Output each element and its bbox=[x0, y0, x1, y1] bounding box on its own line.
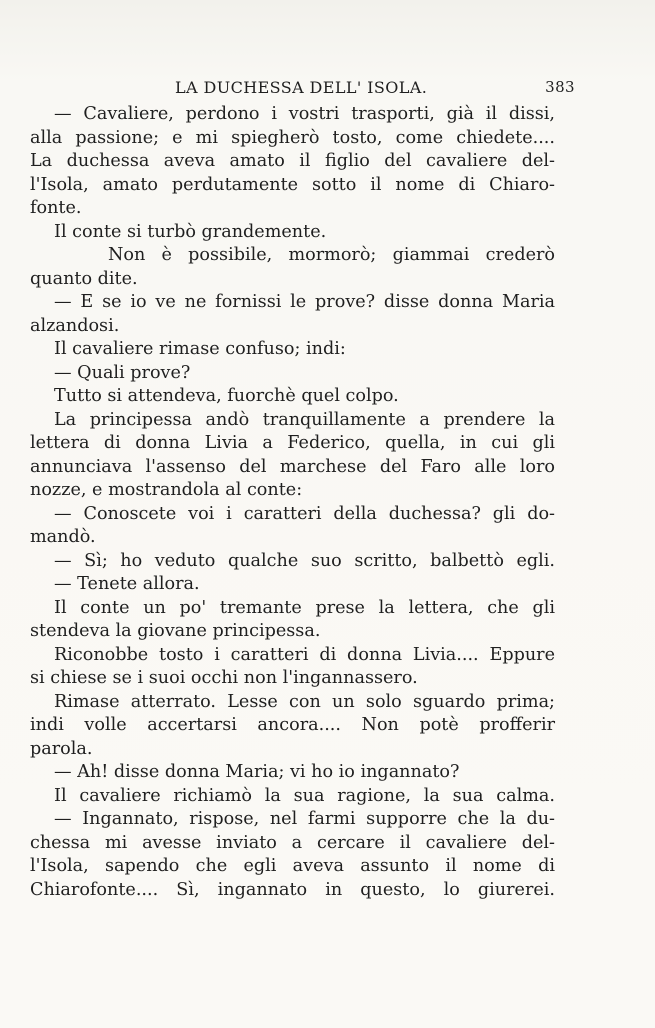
text-line: — Sì; ho veduto qualche suo scritto, balbettò egli. bbox=[54, 550, 555, 571]
text-line: Il cavaliere richiamò la sua ragione, la sua calma. bbox=[54, 785, 555, 806]
text-line: La duchessa aveva amato il figlio del cavaliere del- bbox=[30, 151, 555, 171]
text-line: annunciava l'assenso del marchese del Faro alle loro bbox=[30, 456, 555, 477]
text-line: — Cavaliere, perdono i vostri trasporti, già il dissi, bbox=[54, 104, 555, 124]
text-line: — Ingannato, rispose, nel farmi supporre che la du- bbox=[54, 809, 555, 829]
text-line: Il conte un po' tremante prese la lettera, che gli bbox=[54, 597, 555, 618]
text-line: alla passione; e mi spiegherò tosto, come chiedete.... bbox=[30, 127, 555, 148]
text-line: Tutto si attendeva, fuorchè quel colpo. bbox=[54, 386, 399, 406]
text-line: Chiarofonte.... Sì, ingannato in questo, lo giurerei. bbox=[30, 879, 555, 900]
text-line: indi volle accertarsi ancora.... Non potè profferir bbox=[30, 715, 555, 735]
body-text bbox=[30, 103, 555, 902]
running-title: LA DUCHESSA DELL' ISOLA. bbox=[175, 78, 428, 97]
text-line: lettera di donna Livia a Federico, quella, in cui gli bbox=[30, 433, 555, 453]
text-line: — Ah! disse donna Maria; vi ho io ingannato? bbox=[54, 762, 460, 782]
text-line: fonte. bbox=[30, 198, 82, 218]
text-line: l'Isola, amato perdutamente sotto il nome di Chiaro- bbox=[30, 174, 555, 195]
text-line: parola. bbox=[30, 738, 93, 759]
text-line: Rimase atterrato. Lesse con un solo sguardo prima; bbox=[54, 691, 555, 712]
text-line: chessa mi avesse inviato a cercare il cavaliere del- bbox=[30, 832, 555, 853]
text-line: Il conte si turbò grandemente. bbox=[54, 221, 327, 242]
text-line: Non è possibile, mormorò; giammai crederò bbox=[108, 245, 555, 265]
text-line: si chiese se i suoi occhi non l'ingannassero. bbox=[30, 668, 418, 688]
text-line: alzandosi. bbox=[30, 315, 120, 336]
text-line: stendeva la giovane principessa. bbox=[30, 621, 321, 641]
text-line: La principessa andò tranquillamente a prendere la bbox=[54, 409, 555, 430]
text-line: — Conoscete voi i caratteri della duchessa? gli do- bbox=[54, 503, 555, 524]
page-number: 383 bbox=[545, 78, 575, 96]
text-line: l'Isola, sapendo che egli aveva assunto il nome di bbox=[30, 856, 555, 876]
text-line: mandò. bbox=[30, 527, 96, 547]
text-line: — Quali prove? bbox=[54, 362, 191, 383]
text-line: Riconobbe tosto i caratteri di donna Livia.... Eppure bbox=[54, 644, 555, 665]
text-line: — E se io ve ne fornissi le prove? disse donna Maria bbox=[54, 292, 555, 312]
text-line: quanto dite. bbox=[30, 268, 138, 289]
text-line: — Tenete allora. bbox=[54, 574, 200, 594]
text-line: nozze, e mostrandola al conte: bbox=[30, 480, 303, 500]
text-line: Il cavaliere rimase confuso; indi: bbox=[54, 339, 346, 359]
